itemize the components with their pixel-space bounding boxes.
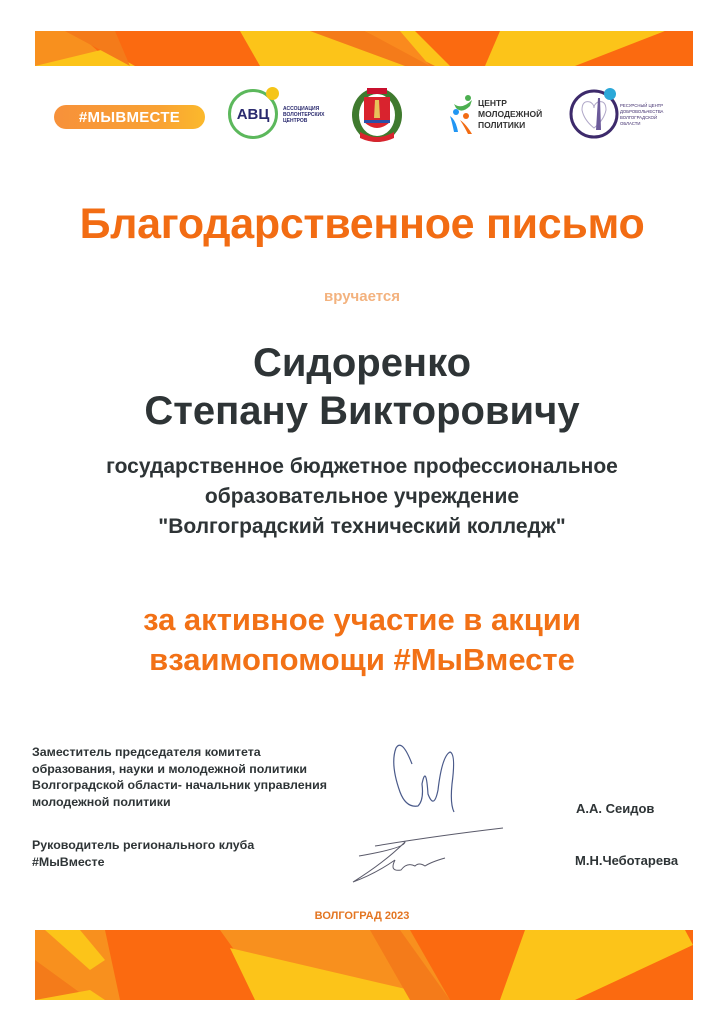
signatory-2-name: М.Н.Чеботарева bbox=[575, 853, 679, 868]
volunteer-resource-center-caption: РЕСУРСНЫЙ ЦЕНТР ДОБРОВОЛЬЧЕСТВА ВОЛГОГРАДСКОЙ ОБЛАСТИ bbox=[620, 103, 664, 126]
avc-logo-name: АВЦ bbox=[236, 105, 270, 123]
heart-monument-icon bbox=[568, 84, 624, 140]
recipient-organization: государственное бюджетное профессиональное образовательное учреждение "Волгоградский технический колледж" bbox=[106, 455, 618, 538]
avc-caption: АССОЦИАЦИЯ ВОЛОНТЕРСКИХ ЦЕНТРОВ bbox=[283, 106, 325, 124]
avc-logo bbox=[228, 87, 338, 143]
signature-1-icon bbox=[390, 734, 470, 814]
top-decorative-band bbox=[35, 31, 693, 66]
certificate-subtitle: вручается bbox=[324, 288, 400, 305]
youth-policy-center-caption: ЦЕНТР МОЛОДЕЖНОЙ ПОЛИТИКИ bbox=[478, 98, 543, 130]
people-figures-icon bbox=[448, 94, 476, 134]
signatory-1-name: А.А. Сеидов bbox=[576, 801, 655, 816]
signatory-1-position: Заместитель председателя комитета образования, науки и молодежной политики Волгоградской области- начальник управления молодежной политики bbox=[32, 745, 327, 809]
hashtag-badge-label: #МЫВМЕСТЕ bbox=[78, 108, 181, 126]
bottom-decorative-band bbox=[35, 930, 693, 1000]
recipient-given-names: Степану Викторовичу bbox=[144, 389, 580, 433]
signatory-2-position: Руководитель регионального клуба #МыВместе bbox=[32, 838, 255, 869]
signature-2-icon bbox=[345, 822, 505, 888]
certificate-title: Благодарственное письмо bbox=[79, 200, 645, 248]
coat-of-arms-icon bbox=[350, 84, 404, 144]
volunteer-resource-center-logo bbox=[568, 84, 678, 144]
recipient-surname: Сидоренко bbox=[252, 341, 472, 385]
recipient-name bbox=[0, 339, 724, 435]
youth-policy-center-logo bbox=[448, 94, 558, 134]
partner-logos-row bbox=[0, 84, 724, 144]
sun-dot-icon bbox=[266, 87, 279, 100]
award-reason: за активное участие в акции взаимопомощи #МыВместе bbox=[143, 602, 581, 677]
hashtag-badge bbox=[54, 105, 205, 129]
footer-city-year: ВОЛГОГРАД 2023 bbox=[314, 910, 410, 922]
